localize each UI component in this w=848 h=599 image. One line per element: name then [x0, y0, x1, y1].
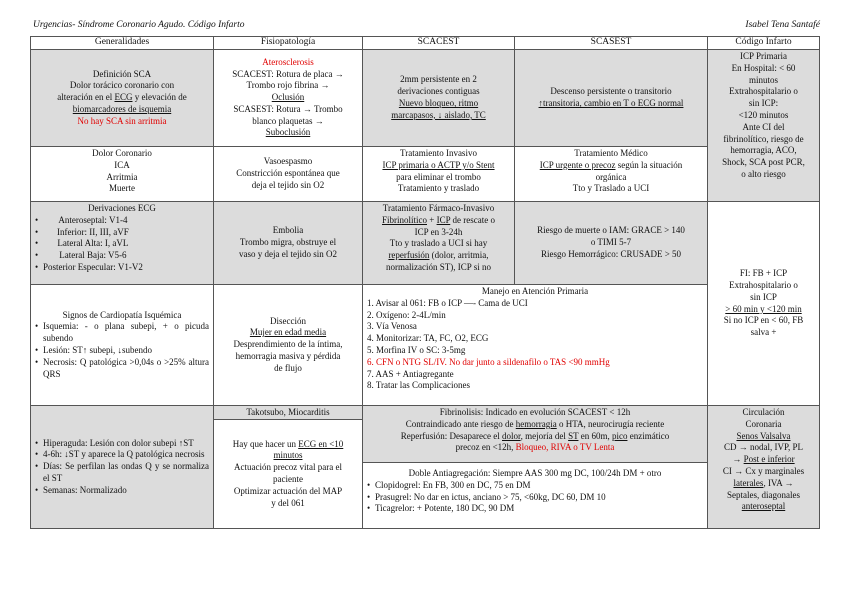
- circulacion-line: Senos Valsalva: [736, 430, 791, 441]
- fi-line: Si no ICP en < 60, FB: [723, 315, 804, 326]
- hay-que-line: Actuación precoz vital para el: [234, 462, 342, 473]
- signos-title: Signos de Cardiopatía Isquémica: [62, 309, 182, 320]
- manejo-step: 3. Vía Venosa: [367, 321, 417, 332]
- manejo-title: Manejo en Atención Primaria: [481, 286, 589, 296]
- tratamiento-line: orgánica: [595, 171, 627, 182]
- manejo-step: 7. AAS + Antiagregante: [367, 368, 454, 379]
- vasoespasmo-line: deja el tejido sin O2: [251, 179, 325, 190]
- antiagregacion-title: Doble Antiagregación: Siempre AAS 300 mg DC, 100/24h DM + otro: [408, 468, 662, 478]
- riesgo-line: o TIMI 5-7: [590, 237, 632, 248]
- circulacion-line: CI → Cx y marginales: [722, 465, 805, 476]
- derivacion-item: • Posterior Especular: V1-V2: [43, 262, 143, 274]
- icp-line: En Hospital: < 60: [731, 62, 796, 73]
- vasoespasmo-line: Constricción espontánea que: [236, 168, 340, 179]
- farmaco-invasivo-cell: [362, 201, 515, 285]
- embolia-cell: [213, 201, 363, 285]
- fibrinolisis-line: Contraindicado ante riesgo de hemorragia o HTA, neurocirugía reciente: [405, 418, 665, 429]
- derivaciones-title: Derivaciones ECG: [88, 203, 156, 213]
- scasest-def-line: Descenso persistente o transitorio: [550, 86, 672, 97]
- diseccion-line: hemorragia masiva y pérdida: [235, 350, 341, 361]
- signo-item: • Necrosis: Q patológica >0,04s o >25% altura QRS: [43, 357, 209, 381]
- embolia-line: Embolia: [272, 225, 304, 236]
- definicion-line: Dolor torácico coronario con: [69, 80, 175, 91]
- icp-line: <120 minutos: [738, 109, 789, 120]
- column-header-scacest: SCACEST: [362, 36, 515, 50]
- diseccion-line: Mujer en edad media: [249, 327, 327, 338]
- scacest-tratamiento-cell: [362, 146, 515, 202]
- circulacion-coronaria-cell: [707, 405, 820, 529]
- icp-line: Shock, SCA post PCR,: [722, 157, 805, 168]
- aterosclerosis-line: blanco plaquetas →: [252, 115, 324, 126]
- fi-line: Extrahospitalario o: [729, 279, 798, 290]
- manejo-step: 1. Avisar al 061: FB o ICP —- Cama de UCI: [367, 297, 528, 308]
- diseccion-line: Disección: [270, 315, 306, 326]
- circulacion-line: laterales, IVA →: [733, 477, 794, 488]
- hay-que-line: y del 061: [271, 497, 305, 508]
- antiagregante-item: • Clopidogrel: En FB, 300 en DC, 75 en DM: [375, 480, 606, 492]
- riesgo-line: Riesgo Hemorrágico: CRUSADE > 50: [540, 248, 682, 259]
- dolor-line: Muerte: [109, 183, 135, 194]
- takotsubo-cell: Takotsubo, Miocarditis: [213, 405, 363, 420]
- farmaco-line: Fibrinolítico + ICP de rescate o: [382, 214, 495, 225]
- circulacion-line: Septales, diagonales: [727, 489, 800, 500]
- circulacion-line: CD → nodal, IVP, PL: [723, 442, 803, 453]
- farmaco-line: Tto y traslado a UCI si hay: [389, 238, 488, 249]
- aterosclerosis-line: Suboclusión: [265, 127, 311, 138]
- scasest-def-line: ↑transitoria, cambio en T o ECG normal: [538, 98, 684, 108]
- aterosclerosis-line: Oclusión: [271, 92, 305, 103]
- fibrinolisis-line: Reperfusión: Desaparece el dolor, mejoría del ST en 60m, pico enzimático: [400, 430, 670, 441]
- dolor-line: Arritmia: [106, 171, 138, 182]
- fi-line: sin ICP: [750, 291, 777, 302]
- tratamiento-line: Tratamiento Médico: [574, 148, 648, 158]
- scasest-tratamiento-cell: [514, 146, 708, 202]
- tratamiento-line: Tratamiento y traslado: [397, 183, 480, 194]
- definicion-sca-cell: [30, 49, 214, 147]
- fi-line: FI: FB + ICP: [739, 268, 788, 279]
- document-author: Isabel Tena Santafé: [745, 20, 820, 30]
- derivaciones-ecg-cell: [30, 201, 214, 285]
- column-header-scasest: SCASEST: [514, 36, 708, 50]
- derivacion-item: • Lateral Alta: I, aVL: [43, 238, 143, 250]
- farmaco-line: reperfusión (dolor, arritmia,: [388, 250, 489, 261]
- icp-line: Extrahospitalario o: [729, 86, 798, 97]
- manejo-atencion-primaria-cell: [362, 284, 708, 406]
- icp-primaria-cell: [707, 49, 820, 202]
- fibrinolisis-line: Fibrinolisis: Indicado en evolución SCACEST < 12h: [439, 407, 631, 417]
- scacest-definicion-cell: [362, 49, 515, 147]
- tratamiento-line: Tratamiento Invasivo: [400, 148, 477, 158]
- antiagregante-item: • Prasugrel: No dar en ictus, anciano > 75, <60kg, DC 60, DM 10: [375, 492, 606, 504]
- manejo-step: 2. Oxígeno: 2-4L/min: [367, 309, 446, 320]
- vasoespasmo-line: Vasoespasmo: [263, 156, 313, 167]
- document-title: Urgencias- Síndrome Coronario Agudo. Código Infarto: [33, 20, 245, 30]
- scacest-def-line: 2mm persistente en 2: [400, 74, 477, 85]
- manejo-step: 4. Monitorizar: TA, FC, O2, ECG: [367, 333, 489, 344]
- tratamiento-line: Tto y Traslado a UCI: [572, 183, 650, 194]
- manejo-step: 5. Morfina IV o SC: 3-5mg: [367, 344, 466, 355]
- tratamiento-line: ICP primaria o ACTP y/o Stent: [382, 159, 495, 170]
- circulacion-line: → Post e inferior: [732, 454, 795, 465]
- scasest-riesgo-cell: [514, 201, 708, 285]
- manejo-step: 8. Tratar las Complicaciones: [367, 380, 470, 391]
- icp-line: sin ICP:: [748, 98, 779, 109]
- dolor-coronario-cell: [30, 146, 214, 202]
- evolucion-item: • Días: Se perfilan las ondas Q y se normaliza el ST: [43, 461, 209, 485]
- column-header-generalidades: Generalidades: [30, 36, 214, 50]
- fibrinolisis-cell: [362, 405, 708, 463]
- dolor-line: Dolor Coronario: [92, 148, 152, 158]
- aterosclerosis-cell: [213, 49, 363, 147]
- aterosclerosis-line: SCACEST: Rotura de placa →: [232, 68, 344, 79]
- aterosclerosis-title: Aterosclerosis: [262, 56, 314, 67]
- scasest-definicion-cell: [514, 49, 708, 147]
- manejo-step-warning: 6. CFN o NTG SL/IV. No dar junto a sildenafilo o TAS <90 mmHg: [367, 356, 610, 367]
- aterosclerosis-line: SCASEST: Rotura → Trombo: [233, 103, 343, 114]
- tratamiento-line: ICP urgente o precoz según la situación: [539, 159, 683, 170]
- signos-cardiopatia-cell: [30, 284, 214, 406]
- icp-line: hemorragia, ACO,: [730, 145, 797, 156]
- derivacion-item: • Lateral Baja: V5-6: [43, 250, 143, 262]
- definicion-line: biomarcadores de isquemia: [72, 103, 172, 114]
- diseccion-line: Desprendimiento de la íntima,: [233, 339, 343, 350]
- scacest-def-line: Nuevo bloqueo, ritmo: [398, 98, 479, 108]
- embolia-line: Trombo migra, obstruye el: [239, 237, 337, 248]
- farmaco-line: normalización ST), ICP si no: [386, 261, 491, 272]
- tratamiento-line: para eliminar el trombo: [396, 171, 481, 182]
- icp-line: o alto riesgo: [741, 168, 786, 179]
- evolucion-item: • Semanas: Normalizado: [43, 485, 209, 497]
- derivacion-item: • Anteroseptal: V1-4: [43, 215, 143, 227]
- riesgo-line: Riesgo de muerte o IAM: GRACE > 140: [537, 225, 685, 236]
- scacest-def-line: derivaciones contiguas: [397, 86, 480, 97]
- circulacion-line: anteroseptal: [741, 501, 786, 512]
- column-header-codigo-infarto: Código Infarto: [707, 36, 820, 50]
- signo-item: • Lesión: ST↑ subepi, ↓subendo: [43, 345, 209, 357]
- signo-item: • Isquemia: - o plana subepi, + o picuda subendo: [43, 321, 209, 345]
- fi-line: > 60 min y <120 min: [725, 303, 802, 314]
- dolor-line: ICA: [114, 159, 130, 170]
- column-header-fisiopatologia: Fisiopatología: [213, 36, 363, 50]
- vasoespasmo-cell: [213, 146, 363, 202]
- fi-cell: [707, 201, 820, 406]
- evolucion-ecg-cell: [30, 405, 214, 529]
- icp-line: Ante CI del: [742, 121, 785, 132]
- definicion-line: alteración en el ECG y elevación de: [57, 92, 187, 103]
- hay-que-line: Optimizar actuación del MAP: [233, 485, 343, 496]
- hay-que-line: paciente: [273, 474, 303, 484]
- farmaco-line: ICP en 3-24h: [414, 226, 463, 237]
- embolia-line: vaso y deja el tejido sin O2: [239, 248, 337, 259]
- fibrinolisis-line: precoz en <12h, Bloqueo, RIVA o TV Lenta: [455, 442, 615, 453]
- hay-que-line: Hay que hacer un ECG en <10: [232, 438, 344, 449]
- icp-line: ICP Primaria: [740, 51, 787, 61]
- derivacion-item: • Inferior: II, III, aVF: [43, 227, 143, 239]
- evolucion-item: • 4-6h: ↓ST y aparece la Q patológica necrosis: [43, 449, 209, 461]
- diseccion-line: de flujo: [274, 362, 302, 373]
- hay-que-hacer-cell: [213, 419, 363, 529]
- antiagregacion-cell: [362, 462, 708, 529]
- icp-line: minutos: [748, 74, 778, 85]
- definicion-warning: No hay SCA sin arritmia: [77, 115, 167, 126]
- diseccion-cell: [213, 284, 363, 406]
- aterosclerosis-line: Trombo rojo fibrina →: [246, 80, 330, 91]
- evolucion-item: • Hiperaguda: Lesión con dolor subepi ↑ST: [43, 438, 209, 450]
- hay-que-line: minutos: [273, 450, 303, 461]
- farmaco-line: Tratamiento Fármaco-Invasivo: [382, 203, 495, 213]
- icp-line: fibrinolítico, riesgo de: [723, 133, 804, 144]
- antiagregante-item: • Ticagrelor: + Potente, 180 DC, 90 DM: [375, 503, 606, 515]
- circulacion-line: Circulación: [742, 407, 785, 417]
- fi-line: salva +: [750, 327, 777, 338]
- circulacion-line: Coronaria: [745, 418, 782, 429]
- definicion-title: Definición SCA: [92, 68, 152, 79]
- scacest-def-line: marcapasos, ↓ aislado, TC: [391, 109, 486, 120]
